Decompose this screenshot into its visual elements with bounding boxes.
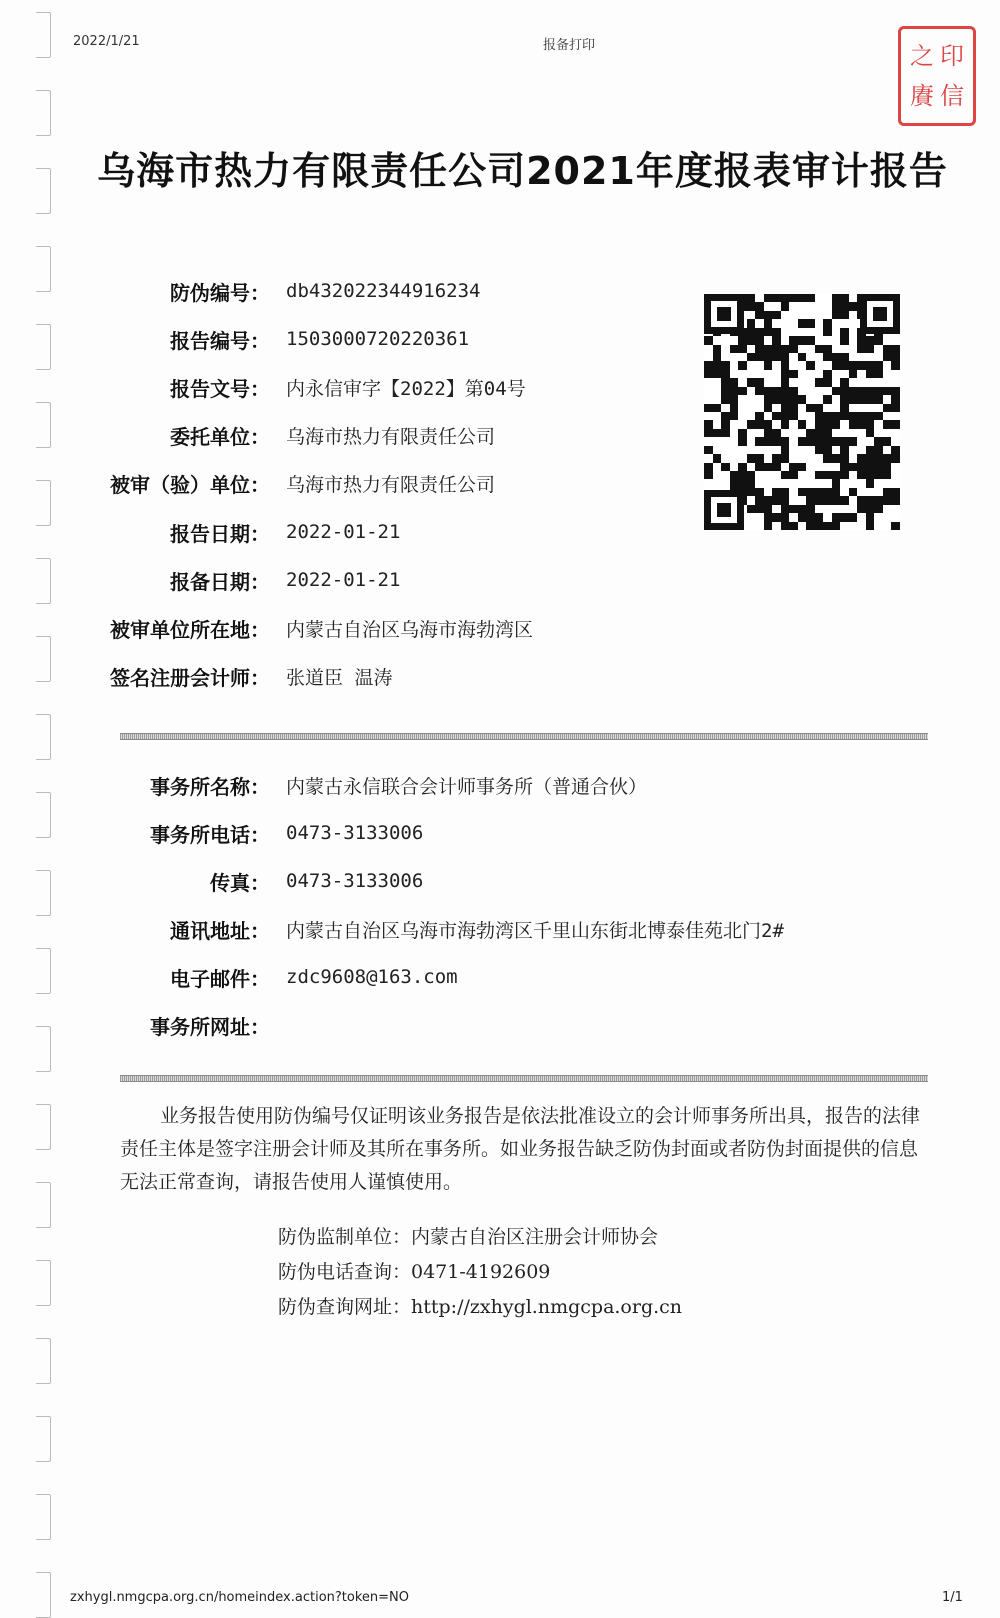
binder-hole [36,1104,51,1150]
binder-hole [36,1260,51,1306]
binder-holes [36,0,56,1612]
document-title: 乌海市热力有限责任公司2021年度报表审计报告 [97,149,948,193]
report-field-row [0,421,495,451]
notice-paragraph: 业务报告使用防伪编号仅证明该业务报告是依法批准设立的会计师事务所出具，报告的法律责任主体是签字注册会计师及其所在事务所。如业务报告缺乏防伪封面或者防伪封面提供的信息无法正常查询，请报告使用人谨慎使用。 [120,1105,921,1193]
report-field-label: 委托单位： [170,425,270,450]
firm-field-row [0,962,458,992]
print-date: 2022/1/21 [73,34,140,49]
report-field-row [0,469,495,499]
binder-hole [36,1494,51,1540]
report-field-value: 内蒙古自治区乌海市海勃湾区 [286,618,534,641]
report-field-row [0,565,400,595]
binder-hole [36,1338,51,1384]
footer-page: 1/1 [942,1590,963,1605]
qr-code [704,294,900,530]
print-title: 报备打印 [543,38,596,53]
divider-bottom [120,1075,928,1082]
binder-hole [36,714,51,760]
report-field-label: 签名注册会计师： [110,666,270,691]
firm-field-value: 0473-3133006 [286,870,424,892]
report-field-label: 被审单位所在地： [110,617,270,642]
red-seal-stamp: 之 印 賡 信 [898,26,976,126]
firm-field-row [0,770,647,800]
report-field-value: 1503000720220361 [286,328,470,351]
firm-field-value: 0473-3133006 [286,822,424,844]
firm-field-row [0,914,784,944]
report-field-value: 乌海市热力有限责任公司 [286,474,496,497]
firm-field-label: 事务所网址： [150,1014,270,1039]
firm-field-label: 电子邮件： [170,966,270,991]
report-field-value: 乌海市热力有限责任公司 [286,426,496,449]
report-field-label: 报备日期： [170,569,270,594]
firm-field-label: 事务所名称： [150,774,270,799]
binder-hole [36,1572,51,1618]
report-field-value: 张道臣 温涛 [286,667,393,690]
firm-field-row [0,1010,286,1040]
report-field-value: db432022344916234 [286,280,481,302]
report-field-row [0,613,533,643]
supervision-url[interactable]: 防伪查询网址：http://zxhygl.nmgcpa.org.cn [278,1296,683,1318]
report-field-row [0,372,526,402]
binder-hole [36,1182,51,1228]
firm-field-label: 传真： [210,870,270,895]
divider-top [120,733,928,740]
firm-field-label: 通讯地址： [170,918,270,943]
supervision-unit: 防伪监制单位：内蒙古自治区注册会计师协会 [278,1226,659,1248]
firm-field-value: 内蒙古自治区乌海市海勃湾区千里山东街北博泰佳苑北门2# [286,919,784,942]
report-field-row [0,662,392,692]
firm-field-label: 事务所电话： [150,822,270,847]
report-field-label: 被审（验）单位： [110,473,270,498]
firm-field-row [0,818,423,848]
report-field-value: 2022-01-21 [286,569,401,592]
supervision-phone: 防伪电话查询：0471-4192609 [278,1261,551,1283]
firm-field-value: 内蒙古永信联合会计师事务所（普通合伙） [286,775,648,798]
report-field-label: 报告文号： [170,376,270,401]
firm-field-row [0,866,423,896]
report-field-row [0,324,469,354]
report-field-label: 防伪编号： [170,280,270,305]
report-field-row [0,276,480,306]
report-field-value: 内永信审字【2022】第04号 [286,377,526,400]
report-field-value: 2022-01-21 [286,521,401,543]
binder-hole [36,12,51,58]
report-field-row [0,517,400,547]
report-field-label: 报告编号： [170,328,270,353]
binder-hole [36,1416,51,1462]
report-field-label: 报告日期： [170,521,270,546]
firm-field-value: zdc9608@163.com [286,966,458,988]
footer-url: zxhygl.nmgcpa.org.cn/homeindex.action?token=NO [70,1590,409,1605]
binder-hole [36,90,51,136]
